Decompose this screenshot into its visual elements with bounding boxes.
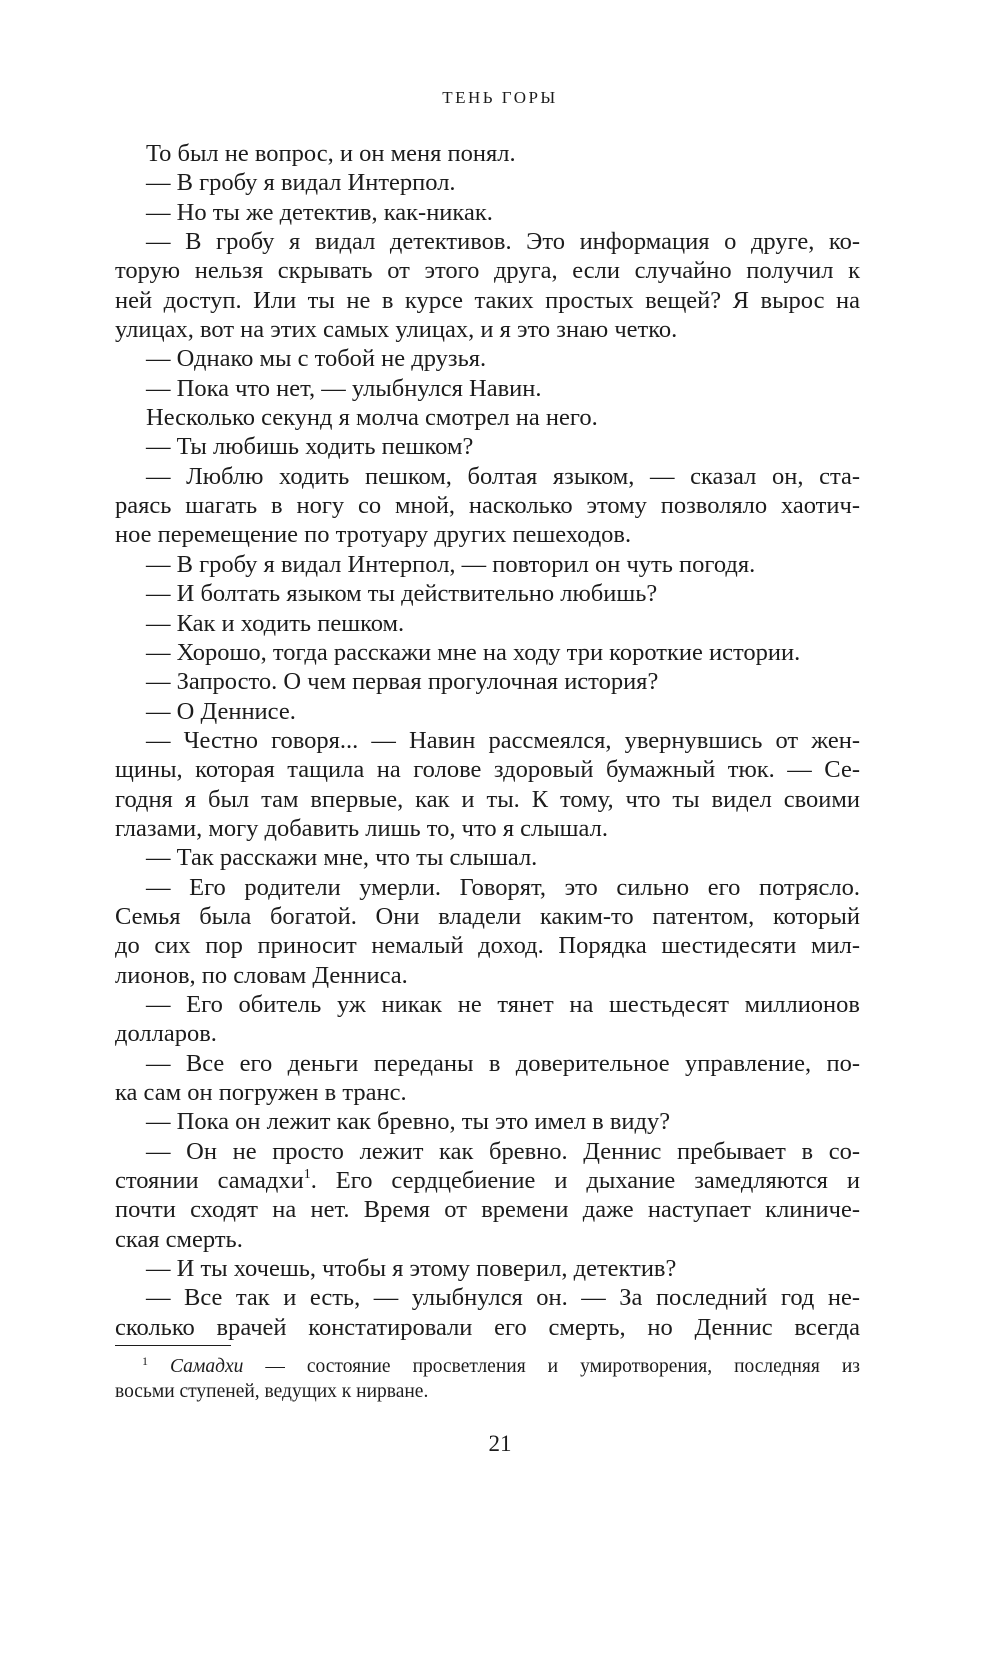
text-line: — Люблю ходить пешком, болтая языком, — сказал он, ста-: [146, 462, 860, 490]
text-line: — Его обитель уж никак не тянет на шестьдесят миллионов: [146, 990, 860, 1018]
footnote-term: Самадхи: [170, 1356, 244, 1377]
text-line: — Хорошо, тогда расскажи мне на ходу три короткие истории.: [146, 638, 801, 666]
text-line: То был не вопрос, и он меня понял.: [146, 140, 516, 167]
text-line: — И болтать языком ты действительно любишь?: [146, 580, 658, 608]
text-line: — В гробу я видал Интерпол, — повторил он чуть погодя.: [146, 550, 756, 578]
text-line: — Пока что нет, — улыбнулся Навин.: [146, 374, 542, 402]
text-line: — Честно говоря... — Навин рассмеялся, увернувшись от жен-: [146, 726, 860, 754]
text-line: — Запросто. О чем первая прогулочная история?: [146, 668, 659, 696]
text-line: ней доступ. Или ты не в курсе таких простых вещей? Я вырос на: [115, 286, 860, 314]
text-line: — Все его деньги переданы в доверительное управление, по-: [146, 1049, 860, 1077]
footnote-marker: 1: [142, 1354, 148, 1368]
text-line: до сих пор приносит немалый доход. Порядка шестидесяти мил-: [115, 932, 860, 960]
text-line: глазами, могу добавить лишь то, что я слышал.: [115, 814, 608, 842]
text-line: ка сам он погружен в транс.: [115, 1079, 407, 1106]
text-line: сколько врачей констатировали его смерть, но Деннис всегда: [115, 1313, 860, 1341]
text-line: Семья была богатой. Они владели каким-то патентом, который: [115, 902, 860, 930]
text-line: — В гробу я видал детективов. Это информация о друге, ко-: [146, 228, 860, 256]
text-line: — Все так и есть, — улыбнулся он. — За последний год не-: [146, 1284, 860, 1312]
text-line: лионов, по словам Денниса.: [115, 961, 408, 989]
text-line: — В гробу я видал Интерпол.: [146, 169, 456, 197]
footnote-reference: 1: [303, 1167, 311, 1183]
text-line: долларов.: [115, 1020, 217, 1048]
text-line: — Ты любишь ходить пешком?: [146, 433, 474, 461]
text-line-with-footnote: [115, 1166, 860, 1195]
page-number: 21: [488, 1431, 512, 1456]
text-line: — Он не просто лежит как бревно. Деннис пребывает в со-: [146, 1137, 860, 1165]
text-line: — Так расскажи мне, что ты слышал.: [146, 844, 538, 872]
text-line: — Его родители умерли. Говорят, это сильно его потрясло.: [146, 873, 860, 901]
text-line: — И ты хочешь, чтобы я этому поверил, детектив?: [146, 1255, 677, 1283]
text-line: ская смерть.: [115, 1225, 243, 1253]
footnote-divider: [115, 1345, 231, 1346]
text-line: — Пока он лежит как бревно, ты это имел в виду?: [146, 1108, 671, 1136]
text-line: — О Деннисе.: [146, 697, 296, 725]
text-line: торую нельзя скрывать от этого друга, если случайно получил к: [115, 257, 860, 285]
text-line: — Однако мы с тобой не друзья.: [146, 345, 487, 373]
text-line: — Как и ходить пешком.: [146, 609, 405, 637]
text-fragment: . Его сердцебиение и дыхание замедляются и: [310, 1167, 860, 1195]
text-line: раясь шагать в ногу со мной, насколько этому позволяло хаотич-: [115, 492, 860, 520]
footnote: [115, 1354, 860, 1404]
text-line: щины, которая тащила на голове здоровый бумажный тюк. — Се-: [115, 756, 860, 784]
text-line: почти сходят на нет. Время от времени даже наступает клиниче-: [115, 1196, 860, 1224]
text-line: улицах, вот на этих самых улицах, и я это знаю четко.: [115, 316, 678, 344]
running-head: ТЕНЬ ГОРЫ: [442, 88, 558, 107]
text-line: — Но ты же детектив, как-никак.: [146, 198, 493, 226]
text-fragment: стоянии самадхи: [115, 1167, 304, 1195]
footnote-text: — состояние просветления и умиротворения, последняя из: [243, 1356, 861, 1377]
body-text: [115, 139, 860, 1342]
text-line: Несколько секунд я молча смотрел на него.: [146, 404, 598, 432]
text-line: ное перемещение по тротуару других пешеходов.: [115, 521, 632, 549]
footnote-line: [115, 1354, 860, 1379]
footnote-line: восьми ступеней, ведущих к нирване.: [115, 1381, 429, 1402]
text-line: годня я был там впервые, как и ты. К тому, что ты видел своими: [115, 785, 860, 813]
